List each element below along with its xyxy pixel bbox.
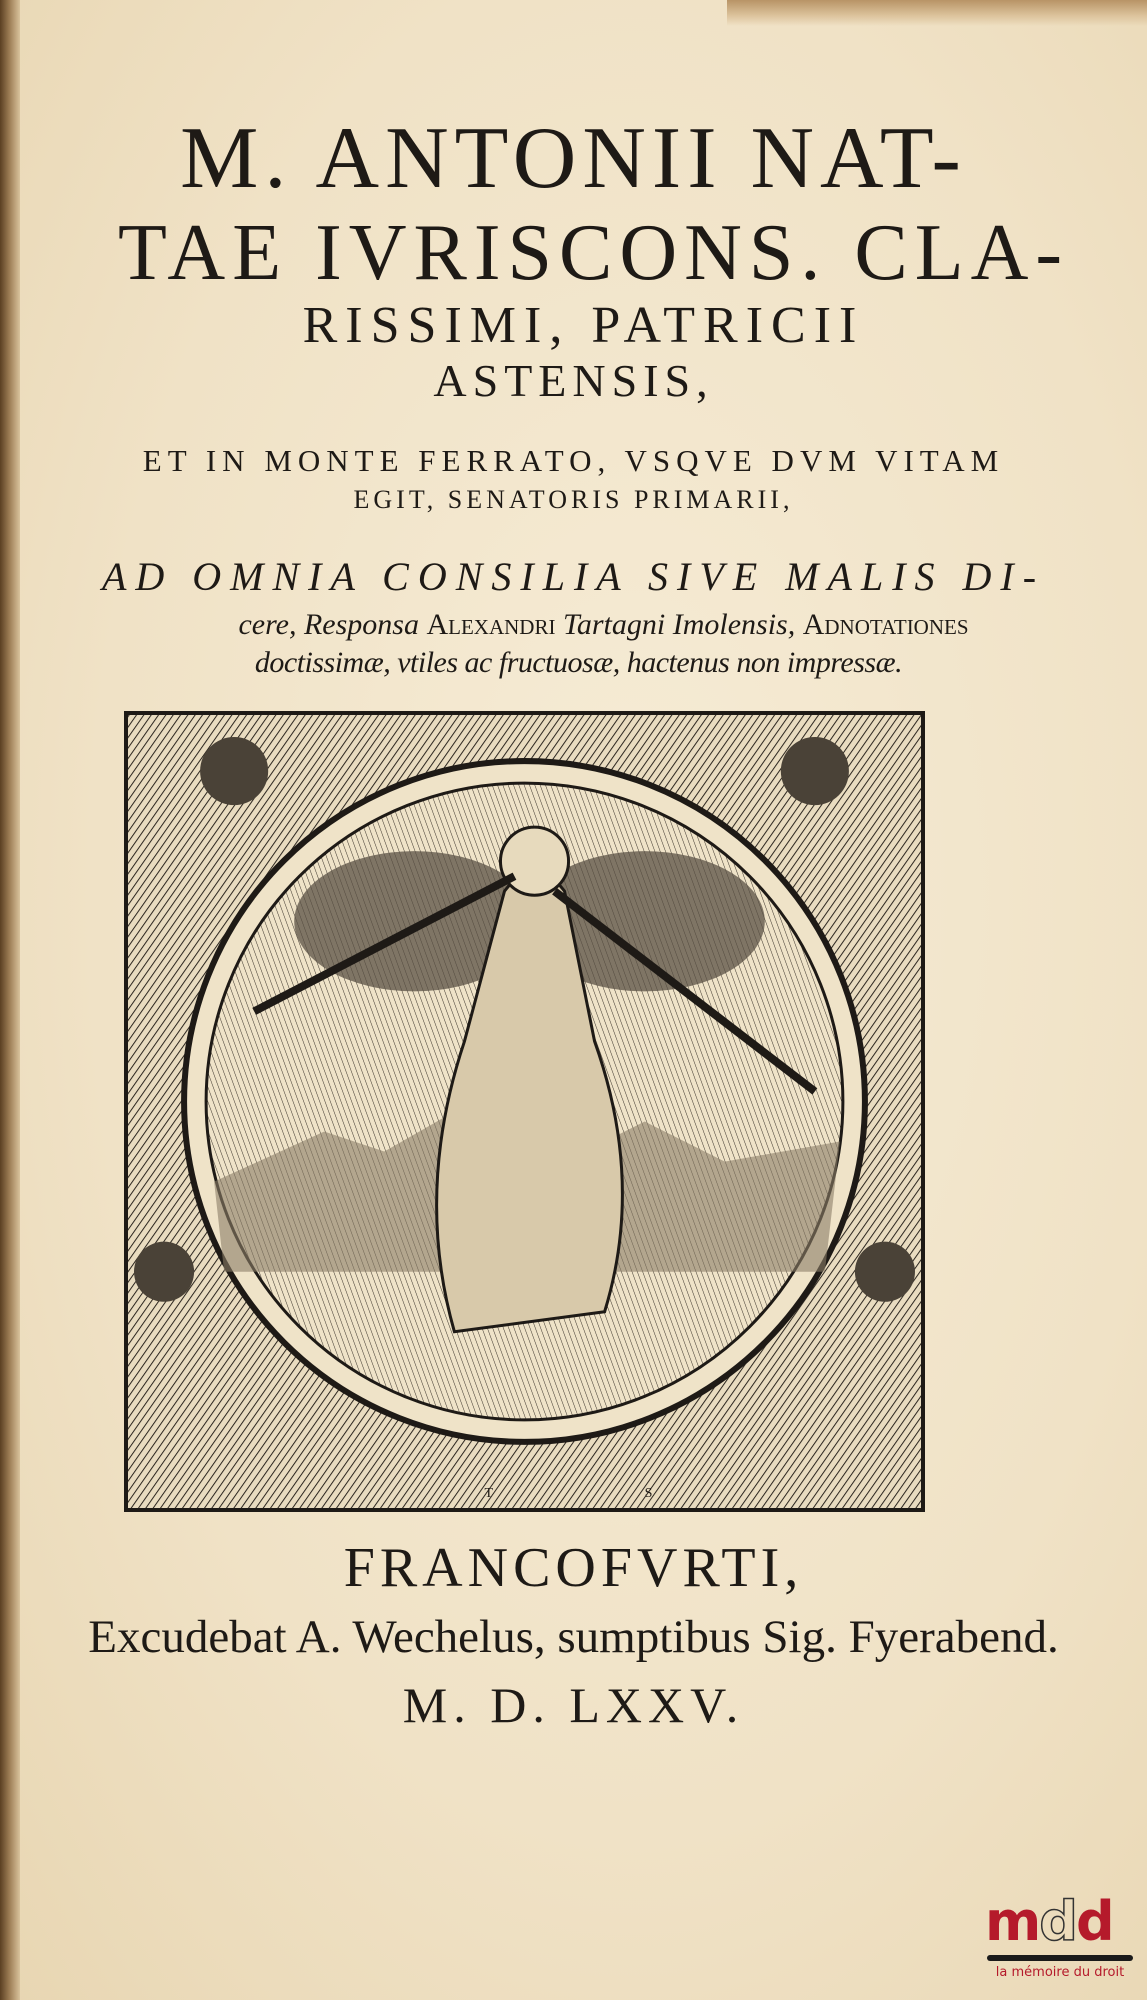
mdd-watermark-logo — [985, 1890, 1135, 1980]
fame-figure-head — [500, 827, 568, 895]
subtitle-text: cere, Responsa — [238, 608, 427, 641]
subtitle-text: Tartagni Imolensis, — [555, 608, 803, 641]
woodcut-initial: S — [644, 1485, 653, 1501]
logo-tagline: la mémoire du droit — [995, 1965, 1125, 1980]
subtitle-author: Alexandri — [426, 608, 556, 641]
title-line-2: TAE IVRISCONS. CLA- — [117, 209, 1070, 297]
title-line-3: RISSIMI, PATRICII — [302, 297, 865, 354]
logo-divider — [987, 1955, 1133, 1961]
title-line-6: EGIT, SENATORIS PRIMARII, — [353, 485, 794, 514]
title-line-5: ET IN MONTE FERRATO, VSQVE DVM VITAM — [142, 443, 1005, 478]
imprint-year: M. D. LXXV. — [402, 1677, 745, 1733]
woodcut-fame-illustration — [124, 711, 925, 1512]
imprint-place: FRANCOFVRTI, — [343, 1537, 804, 1599]
subtitle-line-3: doctissimæ, vtiles ac fructuosæ, hactenus non impressæ. — [254, 646, 903, 679]
subtitle-line-1: AD OMNIA CONSILIA SIVE MALIS DI- — [101, 554, 1046, 599]
logo-mark: mdd — [985, 1890, 1113, 1953]
title-line-4: ASTENSIS, — [433, 355, 714, 406]
title-line-1: M. ANTONII NAT- — [180, 110, 967, 207]
imprint-printer: Excudebat A. Wechelus, sumptibus Sig. Fyerabend. — [88, 1611, 1059, 1663]
woodcut-initial: T — [484, 1485, 494, 1501]
torn-page-edge — [727, 0, 1147, 26]
subtitle-annotations: Adnotationes — [802, 608, 969, 641]
subtitle-line-2 — [0, 608, 1147, 642]
